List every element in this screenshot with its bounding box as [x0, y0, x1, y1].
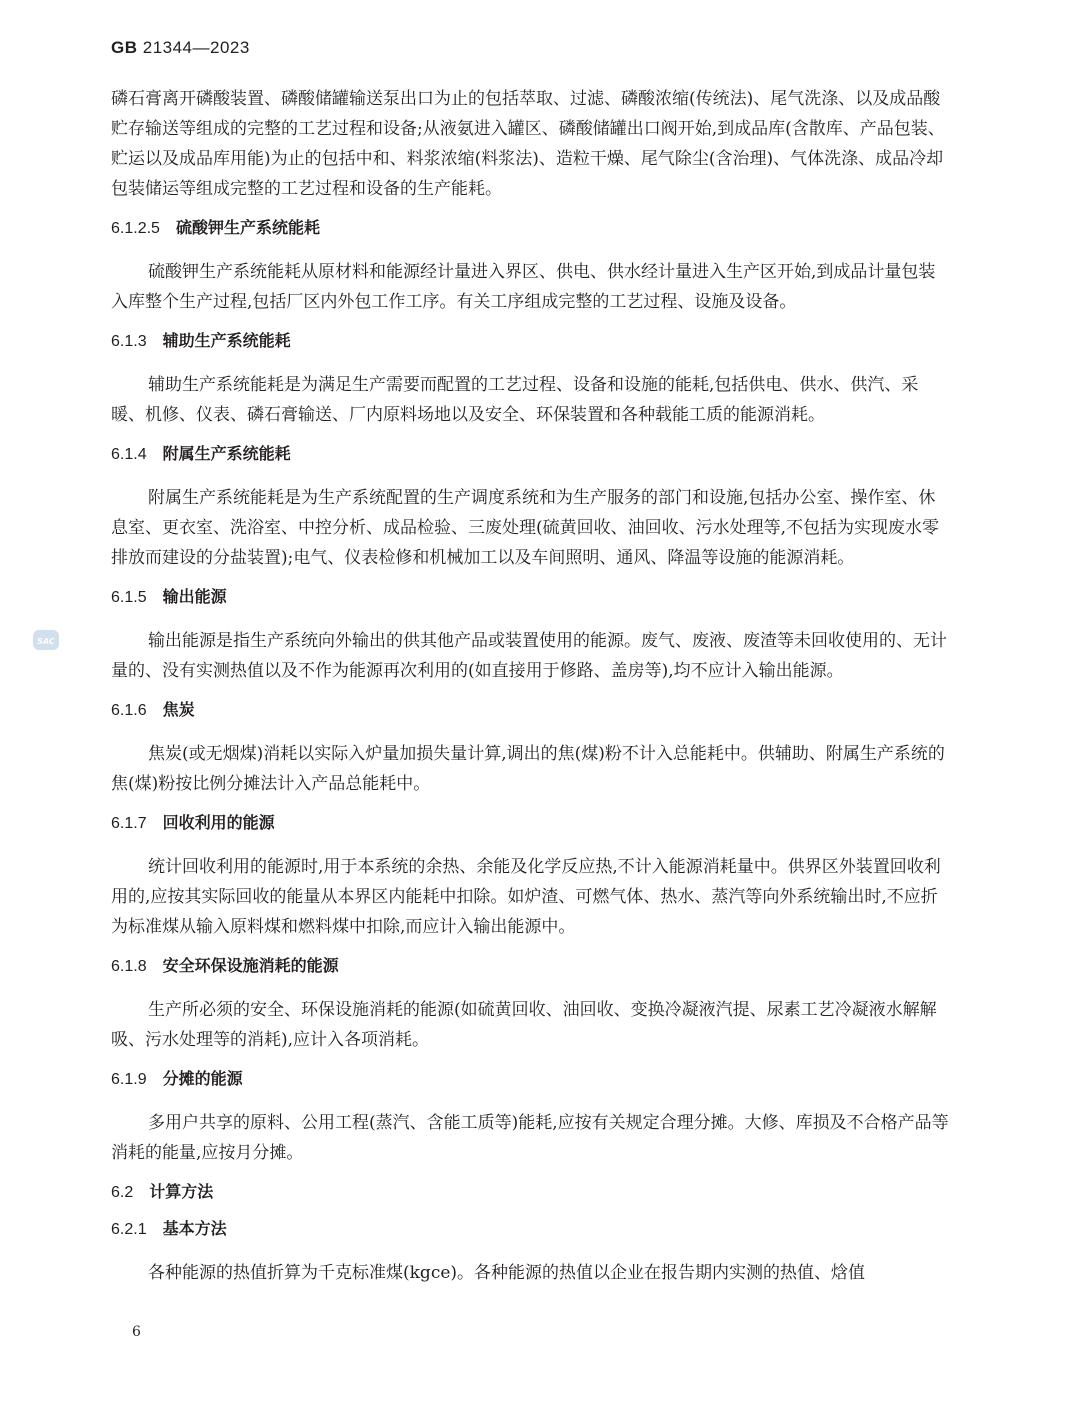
paragraph: 附属生产系统能耗是为生产系统配置的生产调度系统和为生产服务的部门和设施,包括办公室、操作室、休息室、更衣室、洗浴室、中控分析、成品检验、三废处理(硫黄回收、油回收、污水处理等,不包括为实现废水零排放而建设的分盐装置);电气、仪表检修和机械加工以及车间照明、通风、降温等设施的能源消耗。	[111, 488, 940, 568]
section-number: 6.1.4	[111, 446, 147, 463]
paragraph: 硫酸钾生产系统能耗从原材料和能源经计量进入界区、供电、供水经计量进入生产区开始,到成品计量包装入库整个生产过程,包括厂区内外包工作工序。有关工序组成完整的工艺过程、设施及设备。	[111, 262, 936, 312]
section-heading	[111, 1067, 949, 1092]
paragraph: 生产所必须的安全、环保设施消耗的能源(如硫黄回收、油回收、变换冷凝液汽提、尿素工艺冷凝液水解解吸、污水处理等的消耗),应计入各项消耗。	[111, 1000, 937, 1050]
section-title: 硫酸钾生产系统能耗	[175, 218, 320, 237]
paragraph: 焦炭(或无烟煤)消耗以实际入炉量加损失量计算,调出的焦(煤)粉不计入总能耗中。供辅助、附属生产系统的焦(煤)粉按比例分摊法计入产品总能耗中。	[111, 744, 945, 794]
section-heading	[111, 954, 949, 979]
paragraph: 辅助生产系统能耗是为满足生产需要而配置的工艺过程、设备和设施的能耗,包括供电、供水、供汽、采暖、机修、仪表、磷石膏输送、厂内原料场地以及安全、环保装置和各种载能工质的能源消耗。	[111, 375, 919, 425]
standard-code: 21344—2023	[142, 38, 250, 57]
document-body	[111, 84, 949, 1300]
section-number: 6.1.2.5	[111, 220, 160, 237]
section-heading	[111, 698, 949, 723]
section-heading	[111, 1217, 949, 1242]
page-number: 6	[132, 1324, 141, 1340]
section-heading	[111, 216, 949, 241]
section-title: 辅助生产系统能耗	[162, 331, 291, 350]
paragraph: 各种能源的热值折算为千克标准煤(kgce)。各种能源的热值以企业在报告期内实测的热值、焓值	[148, 1263, 866, 1283]
sac-logo-icon	[32, 627, 60, 653]
section-title: 安全环保设施消耗的能源	[162, 956, 339, 975]
section-number: 6.1.3	[111, 333, 147, 350]
section-title: 输出能源	[162, 587, 227, 606]
document-header	[111, 38, 250, 58]
section-number: 6.2.1	[111, 1221, 147, 1238]
section-title: 分摊的能源	[162, 1069, 243, 1088]
section-heading	[111, 811, 949, 836]
section-heading	[111, 329, 949, 354]
section-heading	[111, 442, 949, 467]
svg-text:SAC: SAC	[37, 637, 55, 646]
section-number: 6.1.9	[111, 1071, 147, 1088]
section-title: 基本方法	[162, 1219, 227, 1238]
section-title: 计算方法	[149, 1182, 214, 1201]
section-heading	[111, 1180, 949, 1205]
paragraph: 多用户共享的原料、公用工程(蒸汽、含能工质等)能耗,应按有关规定合理分摊。大修、库损及不合格产品等消耗的能量,应按月分摊。	[111, 1113, 949, 1163]
paragraph: 输出能源是指生产系统向外输出的供其他产品或装置使用的能源。废气、废液、废渣等未回收使用的、无计量的、没有实测热值以及不作为能源再次利用的(如直接用于修路、盖房等),均不应计入输出能源。	[111, 631, 947, 681]
paragraph: 磷石膏离开磷酸装置、磷酸储罐输送泵出口为止的包括萃取、过滤、磷酸浓缩(传统法)、尾气洗涤、以及成品酸贮存输送等组成的完整的工艺过程和设备;从液氨进入罐区、磷酸储罐出口阀开始,到成品库(含散库、产品包装、贮运以及成品库用能)为止的包括中和、料浆浓缩(料浆法)、造粒干燥、尾气除尘(含治理)、气体洗涤、成品冷却包装储运等组成完整的工艺过程和设备的生产能耗。	[111, 89, 945, 199]
section-number: 6.1.7	[111, 815, 147, 832]
paragraph: 统计回收利用的能源时,用于本系统的余热、余能及化学反应热,不计入能源消耗量中。供界区外装置回收利用的,应按其实际回收的能量从本界区内能耗中扣除。如炉渣、可燃气体、热水、蒸汽等向外系统输出时,不应折为标准煤从输入原料煤和燃料煤中扣除,而应计入输出能源中。	[111, 857, 941, 937]
section-number: 6.1.5	[111, 589, 147, 606]
standard-prefix: GB	[111, 38, 138, 57]
section-number: 6.1.6	[111, 702, 147, 719]
section-title: 附属生产系统能耗	[162, 444, 291, 463]
section-number: 6.1.8	[111, 958, 147, 975]
section-title: 焦炭	[162, 700, 195, 719]
section-number: 6.2	[111, 1184, 134, 1201]
section-title: 回收利用的能源	[162, 813, 275, 832]
section-heading	[111, 585, 949, 610]
